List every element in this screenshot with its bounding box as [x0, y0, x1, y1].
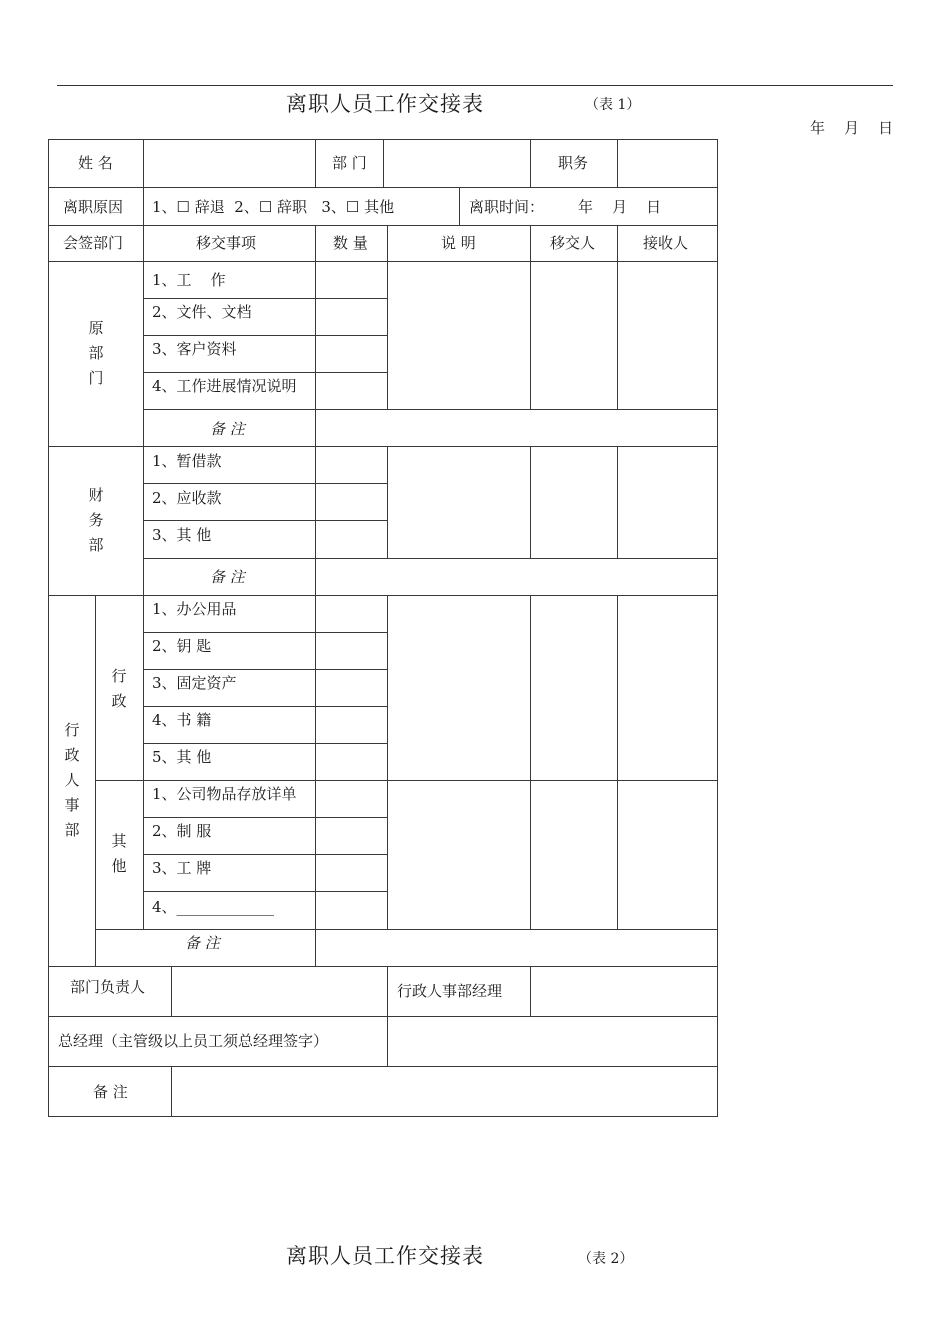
name-label: 姓 名	[78, 154, 113, 172]
list-item: 4、书 籍	[152, 711, 212, 729]
list-item: 2、应收款	[152, 489, 222, 507]
dept-head-signature[interactable]	[172, 967, 387, 1016]
section-admin-hr-label: 行政人事部	[64, 721, 80, 839]
list-item: 1、公司物品存放详单	[152, 785, 297, 803]
col-handover-by: 移交人	[550, 234, 596, 252]
hr-manager-signature[interactable]	[531, 967, 717, 1016]
subsection-admin-label: 行政	[111, 667, 127, 710]
list-item: 1、暂借款	[152, 452, 222, 470]
leave-time-label: 离职时间：	[469, 198, 545, 216]
leave-reason-options[interactable]: 1、☐ 辞退 2、☐ 辞职 3、☐ 其他	[152, 198, 395, 216]
page2-table-number: （表 2）	[578, 1251, 634, 1267]
gm-signature[interactable]	[388, 1017, 717, 1066]
form-date: 年 月 日	[810, 119, 894, 137]
department-field[interactable]	[384, 141, 530, 186]
col-quantity: 数 量	[333, 234, 368, 252]
subsection-other-label: 其他	[111, 832, 127, 875]
list-item[interactable]: 4、_____________	[152, 898, 275, 916]
position-field[interactable]	[618, 141, 717, 186]
name-field[interactable]	[144, 141, 315, 186]
col-items: 移交事项	[196, 234, 257, 252]
list-item: 3、其 他	[152, 526, 212, 544]
list-item: 5、其 他	[152, 748, 212, 766]
list-item: 1、办公用品	[152, 600, 237, 618]
footer-remark-label: 备 注	[93, 1083, 128, 1101]
leave-reason-label: 离职原因	[63, 198, 124, 216]
list-item: 1、工 作	[152, 271, 226, 289]
page-title: 离职人员工作交接表	[286, 92, 484, 116]
department-label: 部 门	[332, 154, 367, 172]
col-explanation: 说 明	[441, 234, 476, 252]
gm-label: 总经理（主管级以上员工须总经理签字）	[58, 1032, 329, 1050]
leave-time-value[interactable]: 年 月 日	[578, 198, 662, 216]
handover-form-table	[48, 139, 718, 1117]
list-item: 3、客户资料	[152, 340, 237, 358]
remark-label: 备 注	[185, 934, 220, 952]
col-sign-dept: 会签部门	[63, 234, 124, 252]
footer-remark-field[interactable]	[172, 1067, 717, 1116]
dept-head-label: 部门负责人	[70, 978, 146, 996]
remark-label: 备 注	[210, 568, 245, 586]
position-label: 职务	[558, 154, 589, 172]
list-item: 2、文件、文档	[152, 303, 252, 321]
list-item: 2、钥 匙	[152, 637, 212, 655]
section-original-dept-label: 原部门	[88, 319, 104, 387]
list-item: 2、制 服	[152, 822, 212, 840]
col-received-by: 接收人	[643, 234, 689, 252]
table-number: （表 1）	[585, 97, 641, 113]
top-rule	[57, 85, 893, 86]
list-item: 3、固定资产	[152, 674, 237, 692]
list-item: 4、工作进展情况说明	[152, 377, 297, 395]
section-finance-label: 财务部	[88, 486, 104, 554]
remark-label: 备 注	[210, 420, 245, 438]
page2-title: 离职人员工作交接表	[286, 1244, 484, 1268]
list-item: 3、工 牌	[152, 859, 212, 877]
hr-manager-label: 行政人事部经理	[397, 982, 503, 1000]
